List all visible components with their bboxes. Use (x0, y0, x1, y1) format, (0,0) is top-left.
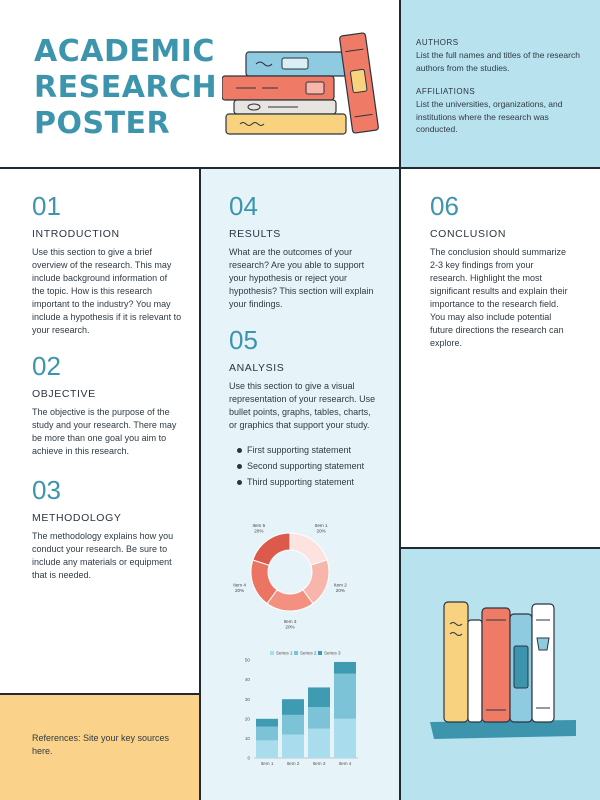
authors-label: AUTHORS (416, 38, 459, 47)
title-line: RESEARCH (34, 70, 218, 105)
divider (399, 0, 401, 800)
donut-slice (290, 533, 327, 565)
section-text: Use this section to give a visual representation of your research. Use bullet points, graphs, tables, charts, or graphics that support your study. (229, 381, 376, 430)
section-text: The methodology explains how you conduct your research. Be sure to include any materials or equipment that is needed. (32, 531, 174, 580)
results-section (229, 192, 379, 311)
authors-block (416, 38, 586, 136)
list-item: Second supporting statement (229, 458, 379, 474)
section-heading: ANALYSIS (229, 362, 285, 374)
bar-segment (308, 707, 330, 729)
y-tick-label: 30 (244, 696, 250, 702)
legend-swatch (318, 651, 322, 655)
analysis-section (229, 326, 379, 490)
introduction-section (32, 192, 182, 337)
x-tick-label: Item 1 (260, 761, 274, 766)
objective-section (32, 352, 182, 458)
section-heading: INTRODUCTION (32, 228, 120, 240)
bar-segment (256, 727, 278, 741)
bar-segment (334, 719, 356, 758)
stacked-bar-chart (238, 648, 368, 770)
y-tick-label: 10 (244, 736, 250, 741)
legend-label: Series 3 (324, 650, 341, 656)
divider (199, 168, 201, 800)
section-heading: RESULTS (229, 228, 281, 240)
affiliations-text: List the universities, organizations, and institutions where the research was conducted. (416, 99, 563, 134)
donut-label: Item 2 20% (334, 582, 347, 593)
list-item: First supporting statement (229, 442, 379, 458)
title-line: ACADEMIC (34, 34, 215, 69)
section-text: The objective is the purpose of the study and your research. There may be more than one goal you aim to achieve in this research. (32, 407, 177, 456)
section-text: What are the outcomes of your research? Are you able to support your hypothesis or reject your hypothesis? This section will explain your findings. (229, 247, 374, 309)
authors-text: List the full names and titles of the research authors from the studies. (416, 50, 580, 73)
donut-label: Item 3 20% (283, 619, 297, 630)
donut-chart (230, 512, 370, 632)
references-block (32, 726, 182, 758)
section-heading: METHODOLOGY (32, 512, 122, 524)
bar-segment (334, 662, 356, 674)
poster-title (34, 34, 217, 142)
conclusion-section (430, 192, 570, 350)
section-heading: CONCLUSION (430, 228, 507, 240)
affiliations-label: AFFILIATIONS (416, 87, 476, 96)
legend-swatch (270, 651, 274, 655)
list-item: Third supporting statement (229, 474, 379, 490)
x-tick-label: Item 2 (286, 761, 300, 766)
title-line: POSTER (34, 106, 171, 141)
bar-segment (256, 740, 278, 758)
section-number: 06 (430, 191, 459, 221)
legend-label: Series 1 (276, 650, 293, 656)
y-tick-label: 40 (244, 677, 250, 683)
section-heading: OBJECTIVE (32, 388, 96, 400)
book-stack-illustration (222, 30, 392, 140)
bar-segment (308, 687, 330, 707)
bar-segment (308, 729, 330, 758)
methodology-section (32, 476, 182, 582)
section-text: The conclusion should summarize 2-3 key findings from your research. Highlight the most significant results and explain their importance to the research field. You may also include potential future directions the research can explore. (430, 247, 568, 348)
section-number: 04 (229, 191, 258, 221)
supporting-statements-list (229, 442, 379, 490)
divider (0, 693, 200, 695)
y-tick-label: 0 (247, 755, 250, 761)
donut-label: Item 4 20% (233, 582, 246, 593)
bar-segment (282, 699, 304, 715)
divider (0, 167, 600, 169)
legend-swatch (294, 651, 298, 655)
references-text: References: Site your key sources here. (32, 733, 170, 756)
bar-segment (256, 719, 278, 727)
divider (400, 547, 600, 549)
donut-label: Item 1 20% (314, 523, 328, 534)
section-number: 05 (229, 325, 258, 355)
section-text: Use this section to give a brief overview of the research. This may include background information of the topic. How is this research important to the industry? You may include a hypothesis if it is relevant to your research. (32, 247, 182, 335)
section-number: 01 (32, 191, 61, 221)
standing-books-illustration (428, 598, 578, 743)
section-number: 03 (32, 475, 61, 505)
x-tick-label: Item 3 (312, 761, 326, 766)
section-number: 02 (32, 351, 61, 381)
bar-segment (334, 674, 356, 719)
donut-slice (253, 533, 290, 565)
y-tick-label: 20 (244, 716, 250, 722)
bar-segment (282, 734, 304, 758)
x-tick-label: Item 4 (338, 761, 352, 766)
bar-segment (282, 715, 304, 735)
y-tick-label: 50 (244, 657, 250, 663)
legend-label: Series 2 (300, 650, 317, 656)
donut-label: Item 5 20% (252, 523, 266, 534)
